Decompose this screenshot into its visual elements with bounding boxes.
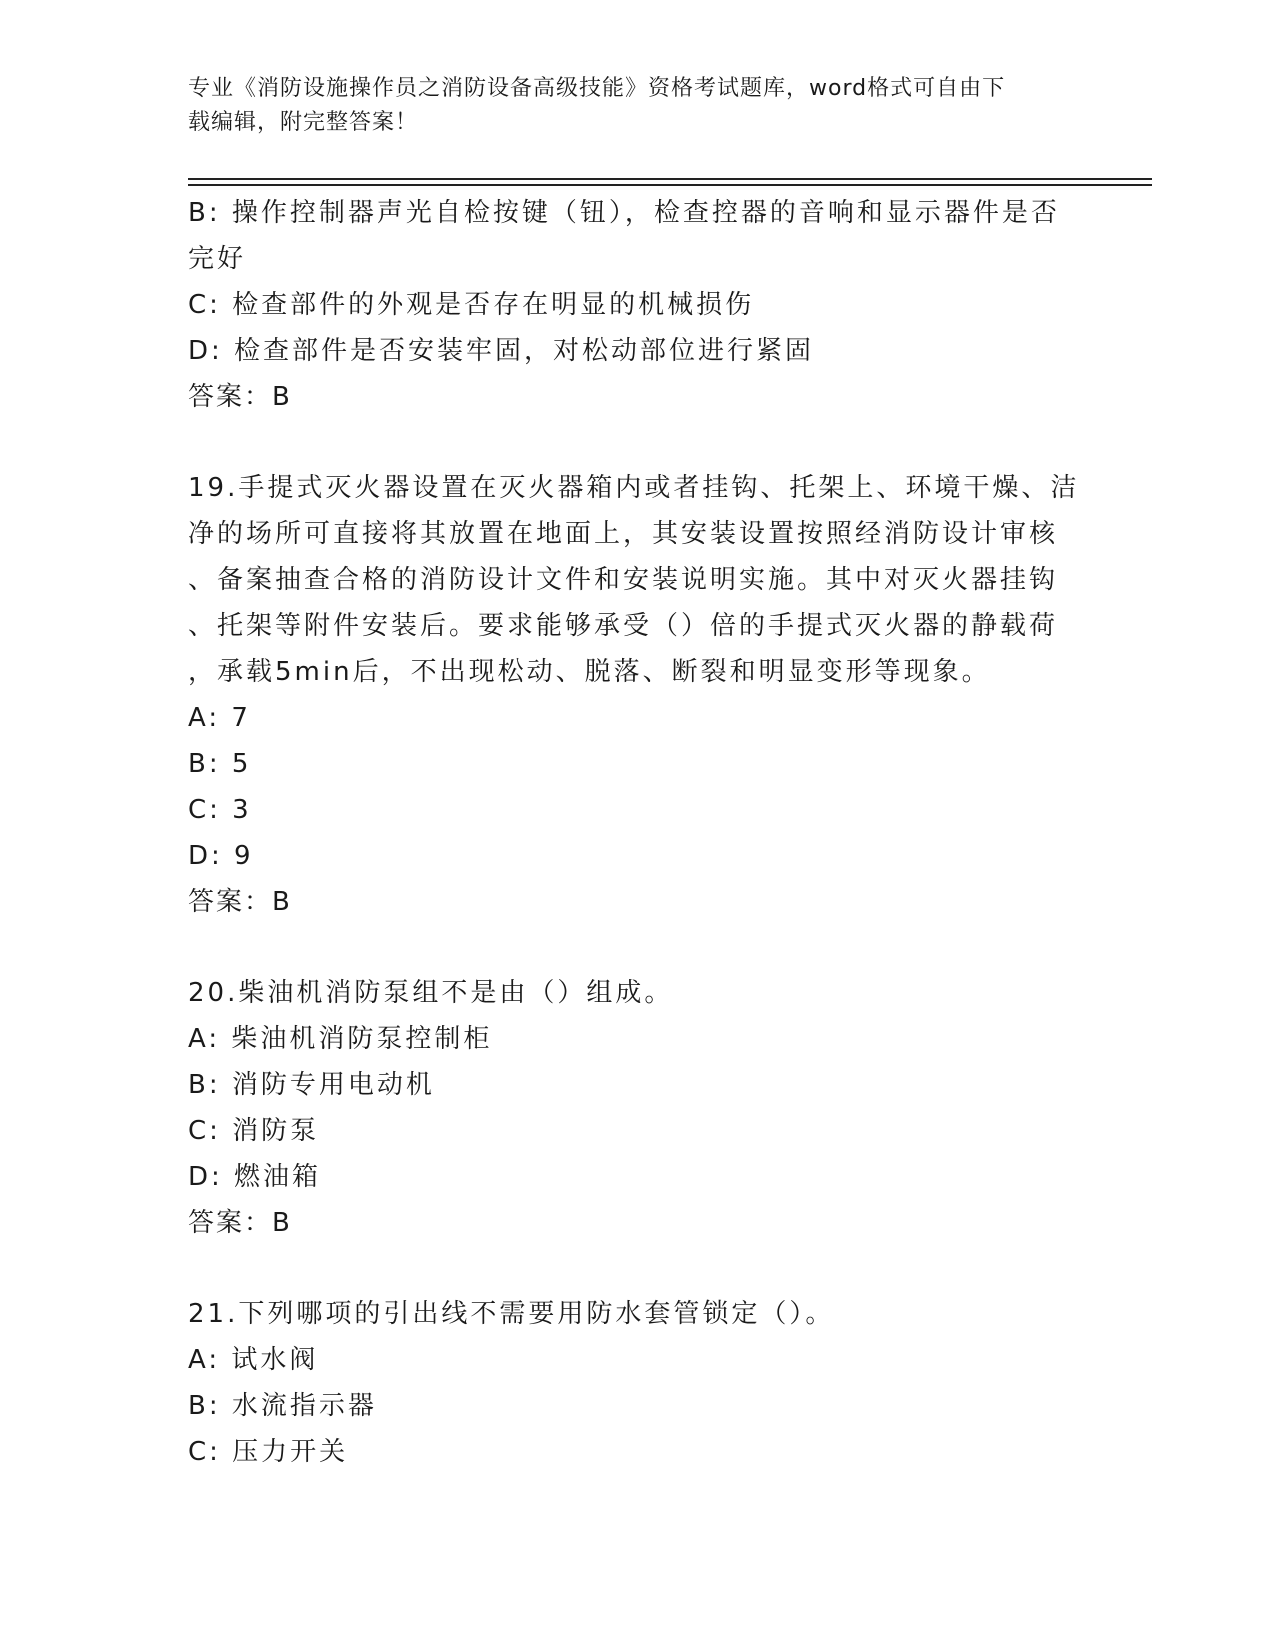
question-stem-line: 、备案抽查合格的消防设计文件和安装说明实施。其中对灭火器挂钩: [188, 565, 1059, 595]
question-20: [188, 970, 1078, 1246]
question-21: [188, 1291, 1078, 1475]
question-list: [188, 190, 1078, 1475]
spacer: [188, 1246, 1078, 1291]
option-a: A: 柴油机消防泵控制柜: [188, 1024, 493, 1054]
question-stem: 20.柴油机消防泵组不是由（）组成。: [188, 978, 674, 1008]
option-b-continued: 完好: [188, 244, 247, 274]
option-c: C: 检查部件的外观是否存在明显的机械损伤: [188, 290, 755, 320]
header-line-2: 载编辑，附完整答案！: [188, 110, 419, 135]
header-divider-top: [188, 178, 1152, 180]
option-c: C: 压力开关: [188, 1437, 349, 1467]
option-c: C: 3: [188, 795, 252, 825]
answer: 答案：B: [188, 887, 292, 917]
option-a: A: 试水阀: [188, 1345, 319, 1375]
option-d: D: 燃油箱: [188, 1162, 322, 1192]
option-b: B: 水流指示器: [188, 1391, 377, 1421]
question-stem-line: ，承载5min后，不出现松动、脱落、断裂和明显变形等现象。: [188, 657, 991, 687]
spacer: [188, 925, 1078, 970]
question-stem: 21.下列哪项的引出线不需要用防水套管锁定（）。: [188, 1299, 835, 1329]
question-stem-line: 净的场所可直接将其放置在地面上，其安装设置按照经消防设计审核: [188, 519, 1059, 549]
header-divider-bottom: [188, 184, 1152, 186]
question-18-tail: [188, 190, 1078, 420]
header-line-1: 专业《消防设施操作员之消防设备高级技能》资格考试题库，word格式可自由下: [188, 76, 1006, 101]
option-a: A: 7: [188, 703, 251, 733]
question-stem-line: 、托架等附件安装后。要求能够承受（）倍的手提式灭火器的静载荷: [188, 611, 1059, 641]
option-b: B: 操作控制器声光自检按键（钮），检查控器的音响和显示器件是否: [188, 198, 1060, 228]
option-b: B: 消防专用电动机: [188, 1070, 435, 1100]
answer: 答案：B: [188, 1208, 292, 1238]
option-c: C: 消防泵: [188, 1116, 320, 1146]
answer: 答案：B: [188, 382, 292, 412]
option-d: D: 检查部件是否安装牢固，对松动部位进行紧固: [188, 336, 815, 366]
document-header: [188, 72, 1068, 140]
question-19: [188, 465, 1078, 925]
spacer: [188, 420, 1078, 465]
question-stem-line: 19.手提式灭火器设置在灭火器箱内或者挂钩、托架上、环境干燥、洁: [188, 473, 1080, 503]
option-d: D: 9: [188, 841, 254, 871]
option-b: B: 5: [188, 749, 252, 779]
